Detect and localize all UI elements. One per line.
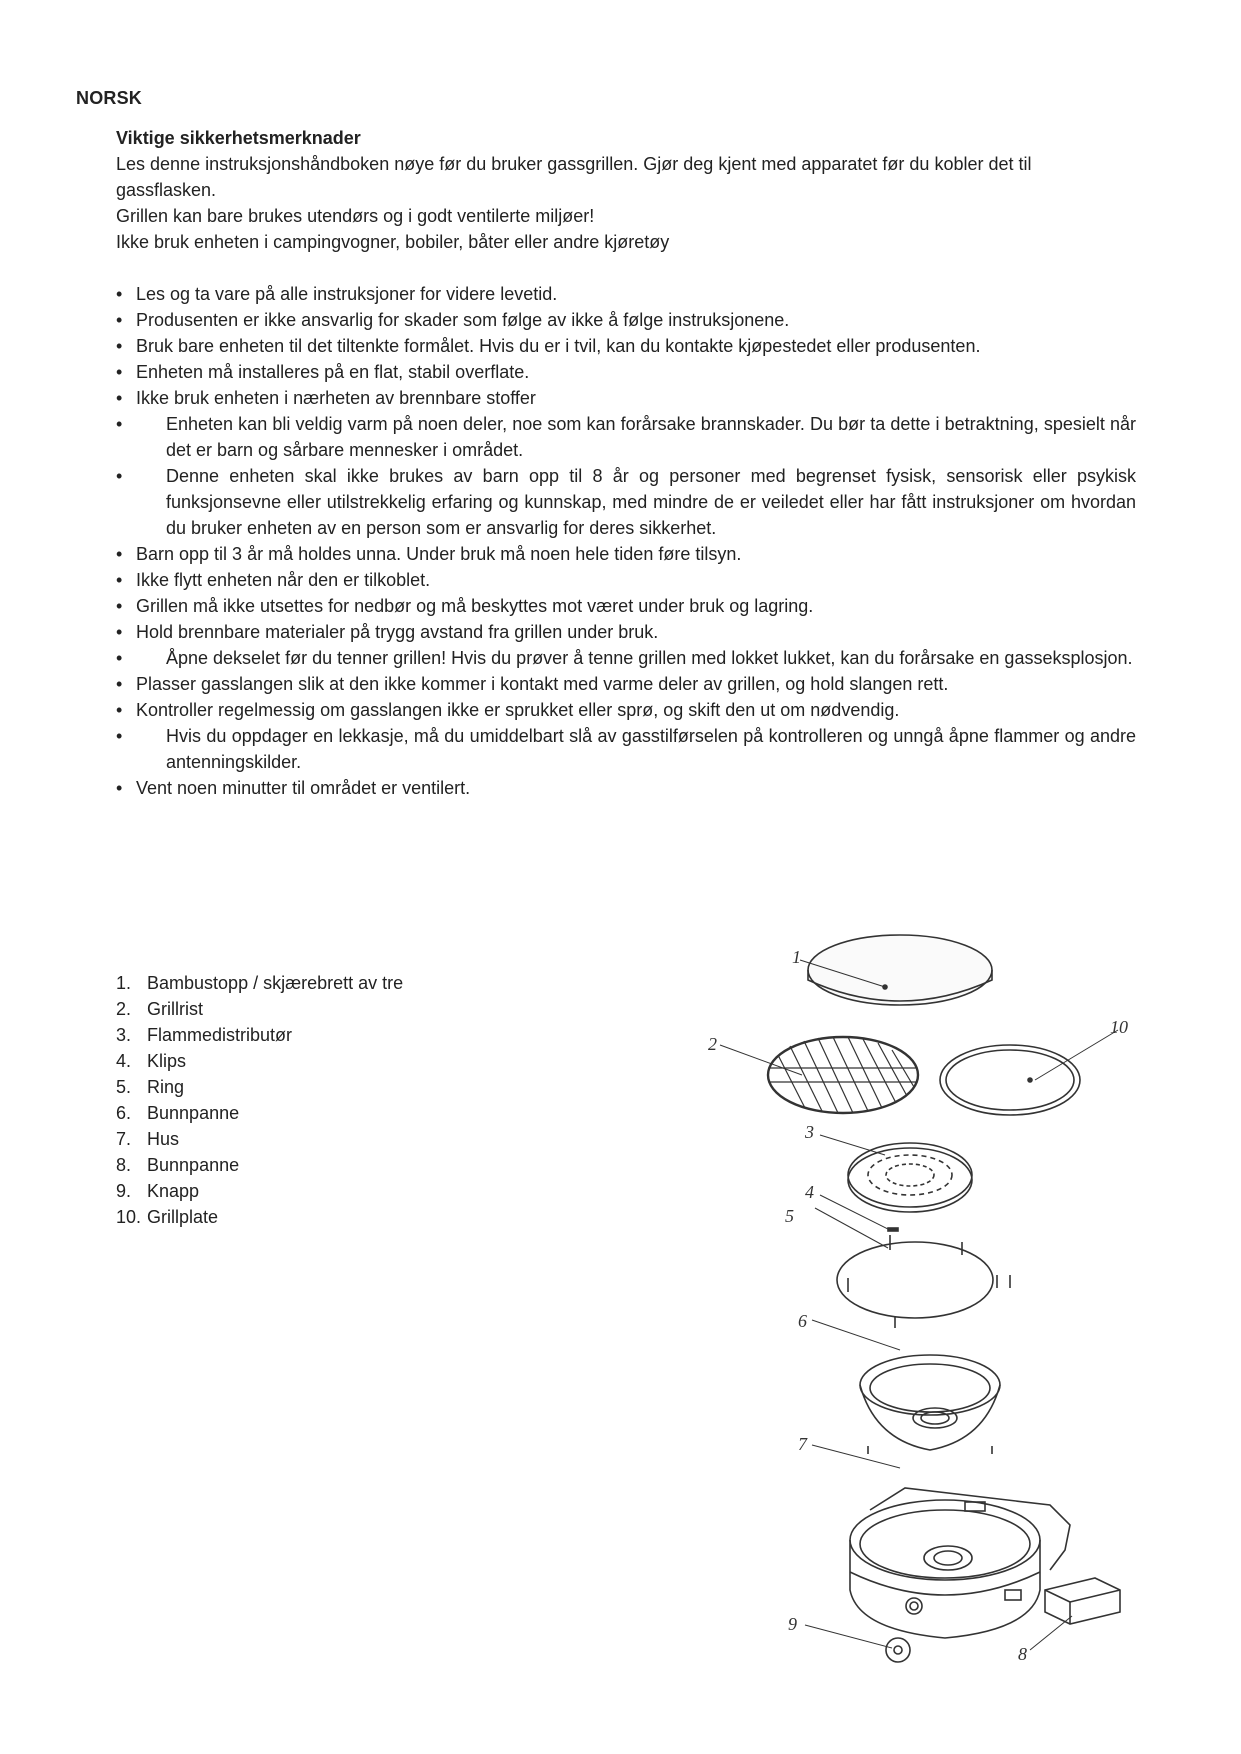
part-number: 2. [116,999,132,1019]
safety-bullet-list [116,281,1136,801]
part-number: 5. [116,1077,132,1097]
callout-1: 1 [792,947,801,967]
bullet-glyph: • [116,648,123,668]
bullet-glyph: • [116,284,123,304]
part-label: Knapp [147,1181,200,1201]
bullet-text: Les og ta vare på alle instruksjoner for videre levetid. [136,284,558,304]
callout-9: 9 [788,1614,797,1634]
part-label: Grillplate [147,1207,219,1227]
bullet-item [116,567,1136,593]
bullet-text: Enheten kan bli veldig varm på noen deler, noe som kan forårsake brannskader. Du bør ta dette i betraktning, spesielt når det er barn og sårbare mennesker i området. [166,414,1136,460]
bullet-text: Bruk bare enheten til det tiltenkte formålet. Hvis du er i tvil, kan du kontakte kjøpestedet eller produsenten. [136,336,981,356]
part-flame-distributor [820,1135,972,1212]
part-grill-grate [720,1037,918,1113]
bullet-text: Barn opp til 3 år må holdes unna. Under bruk må noen hele tiden føre tilsyn. [136,544,742,564]
parts-list [116,970,403,1230]
bullet-glyph: • [116,544,123,564]
bullet-item [116,385,1136,411]
bullet-glyph: • [116,596,123,616]
part-label: Hus [147,1129,180,1149]
bullet-glyph: • [116,674,123,694]
intro-paragraph: Ikke bruk enheten i campingvogner, bobiler, båter eller andre kjøretøy [116,232,670,252]
callout-8: 8 [1018,1644,1027,1664]
safety-section [116,125,1136,801]
bullet-text: Plasser gasslangen slik at den ikke kommer i kontakt med varme deler av grillen, og hold slangen rett. [136,674,949,694]
part-bottom-pan [812,1320,1000,1454]
bullet-glyph: • [116,388,123,408]
bullet-item [116,463,1136,541]
part-number: 10. [116,1207,142,1227]
bullet-item [116,671,1136,697]
callout-10: 10 [1110,1017,1128,1037]
callout-5: 5 [785,1206,794,1226]
callout-7: 7 [798,1434,807,1454]
bullet-text: Denne enheten skal ikke brukes av barn opp til 8 år og personer med begrenset fysisk, sensorisk eller psykisk funksjonsevne eller utilstrekkelig erfaring og kunnskap, med mindre de er veiledet eller har fått instruksjoner om hvordan du bruker enheten av en person som er ansvarlig for deres sikkerhet. [166,466,1136,538]
bullet-glyph: • [116,726,123,746]
bullet-item [116,645,1136,671]
part-label: Bunnpanne [147,1103,240,1123]
bullet-text: Ikke flytt enheten når den er tilkoblet. [136,570,431,590]
parts-list-item [116,996,403,1022]
bullet-text: Enheten må installeres på en flat, stabil overflate. [136,362,530,382]
bullet-glyph: • [116,622,123,642]
parts-list-item [116,970,403,996]
part-ring [815,1208,1010,1328]
part-label: Grillrist [147,999,204,1019]
parts-list-item [116,1074,403,1100]
part-number: 9. [116,1181,132,1201]
parts-list-item [116,1022,403,1048]
part-drawer [1030,1578,1120,1650]
bullet-item [116,697,1136,723]
bullet-item [116,593,1136,619]
part-number: 6. [116,1103,132,1123]
callout-3: 3 [805,1122,814,1142]
safety-intro [116,151,1136,255]
intro-paragraph: Les denne instruksjonshåndboken nøye før du bruker gassgrillen. Gjør deg kjent med apparatet før du kobler det til gassflasken. [116,154,1032,200]
parts-list-item [116,1126,403,1152]
bullet-text: Grillen må ikke utsettes for nedbør og må beskyttes mot været under bruk og lagring. [136,596,814,616]
part-number: 7. [116,1129,132,1149]
bullet-item [116,333,1136,359]
bullet-text: Hvis du oppdager en lekkasje, må du umiddelbart slå av gasstilførselen på kontrolleren og unngå åpne flammer og andre antenningskilder. [166,726,1136,772]
part-number: 3. [116,1025,132,1045]
bullet-text: Kontroller regelmessig om gasslangen ikke er sprukket eller sprø, og skift den ut om nødvendig. [136,700,900,720]
bullet-text: Hold brennbare materialer på trygg avstand fra grillen under bruk. [136,622,659,642]
bullet-item [116,541,1136,567]
bullet-item [116,723,1136,775]
part-label: Bunnpanne [147,1155,240,1175]
part-number: 4. [116,1051,132,1071]
bullet-text: Produsenten er ikke ansvarlig for skader som følge av ikke å følge instruksjonene. [136,310,790,330]
bullet-item [116,359,1136,385]
bullet-item [116,411,1136,463]
bullet-glyph: • [116,778,123,798]
callout-6: 6 [798,1311,807,1331]
parts-list-item [116,1048,403,1074]
bullet-glyph: • [116,700,123,720]
bullet-glyph: • [116,336,123,356]
part-housing [812,1445,1070,1638]
bullet-glyph: • [116,310,123,330]
bullet-item [116,775,1136,801]
callout-2: 2 [708,1034,717,1054]
bullet-text: Ikke bruk enheten i nærheten av brennbare stoffer [136,388,536,408]
part-number: 8. [116,1155,132,1175]
bullet-item [116,619,1136,645]
bullet-glyph: • [116,362,123,382]
part-grill-plate [940,1030,1118,1115]
language-label: NORSK [76,88,143,108]
part-label: Ring [147,1077,185,1097]
parts-list-item [116,1152,403,1178]
bullet-text: Åpne dekselet før du tenner grillen! Hvis du prøver å tenne grillen med lokket lukket, kan du forårsake en gasseksplosjon. [166,648,1133,668]
bullet-glyph: • [116,414,123,434]
part-number: 1. [116,973,132,993]
callout-4: 4 [805,1182,814,1202]
parts-list-item [116,1100,403,1126]
part-label: Bambustopp / skjærebrett av tre [147,973,404,993]
exploded-view-diagram [700,930,1140,1664]
part-knob [805,1625,910,1662]
part-clip [820,1195,898,1231]
bullet-item [116,281,1136,307]
safety-heading: Viktige sikkerhetsmerknader [116,128,361,148]
bullet-glyph: • [116,466,123,486]
bullet-item [116,307,1136,333]
part-bamboo-top [800,935,992,1005]
intro-paragraph: Grillen kan bare brukes utendørs og i godt ventilerte miljøer! [116,206,595,226]
part-label: Klips [147,1051,187,1071]
parts-list-item [116,1178,403,1204]
bullet-text: Vent noen minutter til området er ventilert. [136,778,471,798]
part-label: Flammedistributør [147,1025,293,1045]
bullet-glyph: • [116,570,123,590]
parts-list-item [116,1204,403,1230]
